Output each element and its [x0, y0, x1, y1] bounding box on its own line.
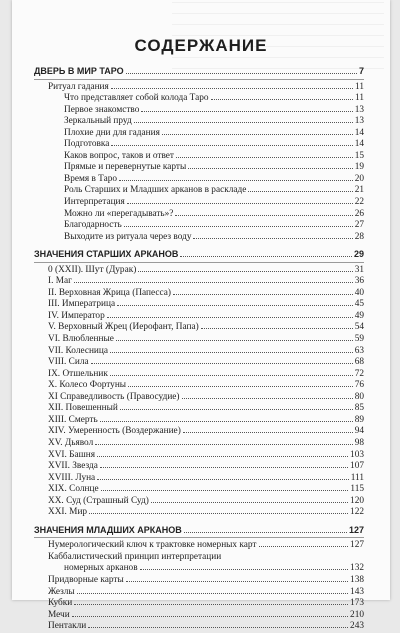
dot-leader [183, 432, 353, 433]
section-rule [34, 79, 364, 80]
toc-entry-label: Нумерологический ключ к трактовке номерных карт [48, 540, 257, 551]
toc-page-number: 49 [354, 310, 364, 321]
dot-leader [74, 604, 348, 605]
toc-page-number: 54 [354, 322, 364, 333]
toc-entry[interactable] [34, 311, 364, 323]
toc-entry[interactable] [34, 346, 364, 358]
toc-page-number: 107 [350, 461, 364, 472]
section-rule [34, 537, 364, 538]
toc-entry-label: XI Справедливость (Правосудие) [48, 391, 180, 402]
table-of-contents [34, 66, 364, 633]
dot-leader [188, 168, 352, 169]
toc-entry[interactable] [34, 162, 364, 174]
dot-leader [91, 363, 353, 364]
dot-leader [124, 226, 353, 227]
toc-page-number: 98 [354, 437, 364, 448]
toc-entry-label: ДВЕРЬ В МИР ТАРО [34, 66, 124, 76]
toc-page-number: 13 [354, 104, 364, 115]
toc-entry-label: XVI. Башня [48, 449, 96, 460]
toc-page-number: 103 [350, 449, 364, 460]
page-title: СОДЕРЖАНИЕ [134, 36, 268, 55]
toc-entry-label: XV. Дьявол [48, 437, 94, 448]
toc-page-number: 15 [354, 150, 364, 161]
toc-entry[interactable] [34, 139, 364, 151]
dot-leader [111, 145, 352, 146]
toc-page-number: 14 [354, 127, 364, 138]
toc-entry-label: ЗНАЧЕНИЯ СТАРШИХ АРКАНОВ [34, 249, 179, 260]
dot-leader [151, 502, 348, 503]
toc-entry-label: Прямые и перевернутые карты [64, 162, 187, 173]
toc-entry[interactable] [34, 598, 364, 610]
dot-leader [95, 444, 352, 445]
toc-entry-label: Каббалистический принцип интерпретации [48, 551, 222, 562]
toc-entry-label: XII. Повешенный [48, 403, 118, 414]
dot-leader [72, 616, 348, 617]
toc-entry-label: Придворные карты [48, 574, 124, 585]
dot-leader [110, 352, 353, 353]
toc-page-number: 27 [354, 220, 364, 231]
dot-leader [119, 180, 353, 181]
toc-page-number: 80 [354, 391, 364, 402]
toc-entry-label: Что представляет собой колода Таро [64, 93, 209, 104]
toc-entry-label: Пентакли [48, 621, 87, 632]
toc-entry[interactable] [34, 380, 364, 392]
dot-leader [100, 421, 353, 422]
dot-leader [97, 479, 349, 480]
toc-page-number: 21 [354, 185, 364, 196]
dot-leader [89, 513, 348, 514]
toc-entry[interactable] [34, 151, 364, 163]
toc-page-number: 29 [353, 249, 364, 260]
toc-entry-label: Благодарность [64, 220, 122, 231]
toc-entry-label: IV. Император [48, 310, 105, 321]
toc-entry-label: II. Верховная Жрица (Папесса) [48, 287, 171, 298]
toc-entry-label: III. Императрица [48, 299, 116, 310]
dot-leader [138, 271, 352, 272]
toc-page-number: 13 [354, 116, 364, 127]
toc-entry[interactable] [34, 232, 364, 244]
toc-entry-label: V. Верховный Жрец (Иерофант, Папа) [48, 322, 199, 333]
toc-entry[interactable] [34, 369, 364, 381]
toc-entry[interactable] [34, 496, 364, 508]
toc-page-number: 72 [354, 368, 364, 379]
toc-entry[interactable] [34, 299, 364, 311]
toc-entry[interactable] [34, 128, 364, 140]
toc-entry[interactable] [34, 403, 364, 415]
toc-section-heading[interactable] [34, 66, 364, 78]
toc-entry[interactable] [34, 334, 364, 346]
toc-page-number: 28 [354, 231, 364, 242]
toc-entry[interactable] [34, 116, 364, 128]
dot-leader [127, 203, 353, 204]
toc-entry-label: 0 (XXII). Шут (Дурак) [48, 264, 137, 275]
toc-entry-label: Мечи [48, 609, 70, 620]
dot-leader [126, 581, 348, 582]
toc-entry-label: XX. Суд (Страшный Суд) [48, 495, 149, 506]
toc-page-number: 210 [350, 609, 364, 620]
toc-page-number: 26 [354, 208, 364, 219]
toc-entry-label: X. Колесо Фортуны [48, 380, 127, 391]
toc-entry-label: номерных арканов [64, 563, 138, 574]
toc-entry[interactable] [34, 484, 364, 496]
toc-entry[interactable] [34, 288, 364, 300]
toc-page-number: 143 [350, 586, 364, 597]
toc-entry[interactable] [34, 197, 364, 209]
toc-page-number: 31 [354, 264, 364, 275]
toc-page-number: 14 [354, 139, 364, 150]
toc-page-number: 7 [358, 66, 364, 76]
toc-entry-label: VIII. Сила [48, 357, 89, 368]
toc-entry[interactable] [34, 621, 364, 633]
toc-entry[interactable] [34, 563, 364, 575]
toc-entry-label: XVII. Звезда [48, 461, 98, 472]
toc-page-number: 68 [354, 357, 364, 368]
dot-leader [201, 328, 353, 329]
toc-page-number: 36 [354, 276, 364, 287]
dot-leader [77, 593, 348, 594]
toc-entry[interactable] [34, 276, 364, 288]
toc-page-number: 40 [354, 287, 364, 298]
toc-entry-label: Время в Таро [64, 173, 118, 184]
toc-page-number: 20 [354, 173, 364, 184]
dot-leader [116, 340, 353, 341]
dot-leader [259, 546, 349, 547]
toc-entry-label: Плохие дни для гадания [64, 127, 160, 138]
toc-entry[interactable] [34, 587, 364, 599]
section-rule [34, 262, 364, 263]
toc-entry-label: Интерпретация [64, 197, 125, 208]
toc-entry-label: VII. Колесница [48, 345, 108, 356]
dot-leader [97, 456, 348, 457]
dot-leader [110, 375, 353, 376]
toc-entry-label: VI. Влюбленные [48, 334, 114, 345]
toc-entry[interactable] [34, 265, 364, 277]
toc-entry[interactable] [34, 438, 364, 450]
toc-entry-label: Выходите из ритуала через воду [64, 231, 192, 242]
book-page [12, 0, 390, 632]
toc-entry-label: Роль Старших и Младших арканов в раскладе [64, 185, 247, 196]
toc-page-number: 45 [354, 299, 364, 310]
dot-leader [126, 73, 357, 74]
toc-entry-label: Подготовка [64, 139, 110, 150]
toc-page-number: 138 [350, 574, 364, 585]
toc-page-number: 22 [354, 197, 364, 208]
toc-entry-label: IX. Отшельник [48, 368, 108, 379]
toc-entry-label: XXI. Мир [48, 507, 88, 518]
toc-entry-label: Первое знакомство [64, 104, 140, 115]
toc-page-number: 173 [350, 598, 364, 609]
toc-page-number: 111 [350, 472, 364, 483]
toc-entry[interactable] [34, 174, 364, 186]
toc-page-number: 243 [350, 621, 364, 632]
toc-entry-label: XIV. Умеренность (Воздержание) [48, 426, 181, 437]
dot-leader [88, 627, 348, 628]
toc-page-number: 89 [354, 414, 364, 425]
toc-entry[interactable] [34, 507, 364, 519]
toc-section-heading[interactable] [34, 525, 364, 537]
toc-entry-label: XIII. Смерть [48, 414, 98, 425]
toc-page-number: 59 [354, 334, 364, 345]
dot-leader [107, 317, 353, 318]
dot-leader [128, 386, 353, 387]
toc-entry-label: Кубки [48, 598, 73, 609]
toc-entry[interactable] [34, 575, 364, 587]
toc-page-number: 122 [350, 507, 364, 518]
toc-entry[interactable] [34, 461, 364, 473]
toc-entry-label: ЗНАЧЕНИЯ МЛАДШИХ АРКАНОВ [34, 524, 182, 535]
toc-entry[interactable] [34, 540, 364, 552]
toc-entry-label: Ритуал гадания [48, 81, 109, 92]
toc-page-number: 11 [355, 93, 364, 104]
toc-entry[interactable] [34, 93, 364, 105]
toc-entry[interactable] [34, 105, 364, 117]
toc-entry[interactable] [34, 185, 364, 197]
dot-leader [134, 122, 353, 123]
toc-page-number: 85 [354, 403, 364, 414]
dot-leader [140, 569, 348, 570]
dot-leader [101, 490, 349, 491]
dot-leader [176, 157, 353, 158]
toc-entry-label: XIX. Солнце [48, 484, 99, 495]
dot-leader [100, 467, 348, 468]
toc-entry-label: Каков вопрос, таков и ответ [64, 150, 174, 161]
toc-entry[interactable] [34, 322, 364, 334]
toc-entry[interactable] [34, 415, 364, 427]
toc-entry[interactable] [34, 450, 364, 462]
toc-page-number: 115 [350, 484, 364, 495]
dot-leader [180, 256, 352, 257]
toc-entry[interactable] [34, 392, 364, 404]
dot-leader [182, 398, 353, 399]
toc-entry-label: XVIII. Луна [48, 472, 96, 483]
toc-entry[interactable] [34, 552, 364, 564]
toc-page-number: 127 [348, 524, 364, 535]
toc-page-number: 127 [350, 540, 364, 551]
dot-leader [193, 238, 352, 239]
toc-entry[interactable] [34, 426, 364, 438]
toc-entry[interactable] [34, 220, 364, 232]
toc-page-number: 132 [350, 563, 364, 574]
dot-leader [173, 294, 353, 295]
toc-page-number: 94 [354, 426, 364, 437]
toc-page-number: 120 [350, 495, 364, 506]
dot-leader [162, 134, 353, 135]
toc-entry-label: Зеркальный пруд [64, 116, 132, 127]
toc-entry[interactable] [34, 357, 364, 369]
toc-entry[interactable] [34, 473, 364, 485]
dot-leader [120, 409, 353, 410]
toc-entry[interactable] [34, 610, 364, 622]
dot-leader [74, 282, 353, 283]
toc-page-number: 11 [355, 81, 364, 92]
dot-leader [117, 305, 353, 306]
toc-page-number: 76 [354, 380, 364, 391]
dot-leader [211, 99, 354, 100]
toc-entry-label: Можно ли «перегадывать»? [64, 208, 174, 219]
dot-leader [141, 111, 352, 112]
toc-section-heading[interactable] [34, 249, 364, 261]
dot-leader [111, 88, 353, 89]
toc-entry-label: I. Маг [48, 276, 72, 287]
toc-page-number: 63 [354, 345, 364, 356]
toc-page-number: 19 [354, 162, 364, 173]
dot-leader [184, 532, 347, 533]
dot-leader [248, 191, 352, 192]
toc-entry-label: Жезлы [48, 586, 75, 597]
toc-entry[interactable] [34, 209, 364, 221]
dot-leader [175, 215, 352, 216]
toc-entry[interactable] [34, 82, 364, 94]
